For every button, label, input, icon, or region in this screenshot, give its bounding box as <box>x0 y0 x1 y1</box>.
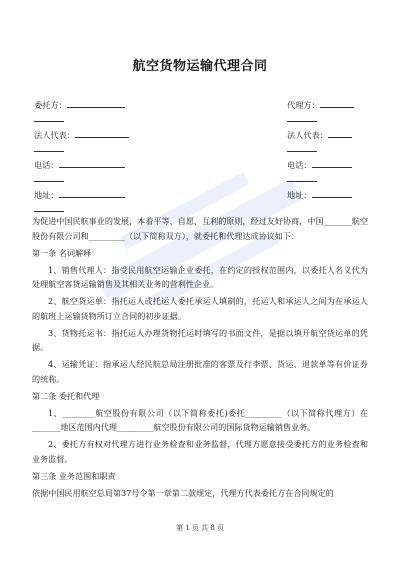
agent-legal-rep-blank <box>328 128 352 138</box>
client-field <box>34 98 125 111</box>
client-phone-field <box>34 158 125 171</box>
agent-address-blank <box>312 188 352 198</box>
article-3-heading: 第三条 业务范围和职责 <box>32 471 116 482</box>
client-phone-blank <box>59 158 125 168</box>
agent-address-field <box>287 188 352 201</box>
agent-blank <box>320 98 354 108</box>
client-phone-label: 电话： <box>34 160 59 170</box>
article-1-item-2: 2、航空货运单：指托运人或托运人委托承运人填制的，托运人和承运人之间为在承运人的航班上运输货物所订立合同的初步证据。 <box>32 296 368 321</box>
agent-legal-rep-label: 法人代表： <box>287 130 328 140</box>
agent-address-label: 地址： <box>287 190 312 200</box>
preamble-paragraph: 为促进中国民航事业的发展，本着平等、自愿、互利的原则，经过友好协商，中国_______航空股份有限公司和_________（以下简称双方），就委托和代理达成协议如下： <box>32 216 368 241</box>
client-blank-cont <box>34 112 64 125</box>
agent-phone-field <box>287 158 352 171</box>
agent-phone-blank <box>312 158 352 168</box>
agent-label: 代理方： <box>287 100 320 110</box>
client-blank <box>67 98 125 108</box>
article-1-item-4: 4、运输凭证：指承运人经民航总局注册批准的客票及行李票、货运、退款单等有价证券的统称。 <box>32 359 368 384</box>
client-address-field <box>34 188 125 201</box>
article-1-item-1: 1、销售代理人：指受民用航空运输企业委托，在约定的授权范围内，以委托人名义代为处理航空客货运输销售及其相关业务的营利性企业。 <box>32 264 368 290</box>
article-1-heading: 第一条 名词解释 <box>32 247 92 258</box>
document-title: 航空货物运输代理合同 <box>132 59 268 74</box>
article-1-item-3: 3、货物托运书：指托运人办理货物托运时填写的书面文件，是据以填开航空货运单的凭据。 <box>32 327 368 353</box>
client-phone-blank-cont <box>34 172 64 185</box>
agent-legal-rep-blank-cont <box>287 142 317 155</box>
agent-legal-rep-field <box>287 128 352 141</box>
agent-field <box>287 98 354 111</box>
article-2-item-1: 1、________航空股份有限公司（以下简称委托)委托_________（以下简称代理方）在_______地区范围内代理_________航空股份有限公司的国际货物运输销售业务。 <box>32 407 368 433</box>
client-address-label: 地址： <box>34 190 59 200</box>
agent-blank-cont <box>287 112 317 125</box>
client-label: 委托方： <box>34 100 67 110</box>
contract-body <box>32 214 368 503</box>
client-legal-rep-field <box>34 128 129 141</box>
article-2-item-2: 2、委托方有权对代理方进行业务检查和业务监督，代理方愿意接受委托方的业务检查和业务监督。 <box>32 439 368 465</box>
article-2-heading: 第二条 委托和代理 <box>32 390 100 401</box>
client-legal-rep-blank <box>75 128 129 138</box>
article-3-intro: 依据中国民用航空总局第37号令第一章第二款规定，代理方代表委托方在合同规定的 <box>32 488 334 498</box>
client-legal-rep-label: 法人代表： <box>34 130 75 140</box>
agent-phone-label: 电话： <box>287 160 312 170</box>
client-legal-rep-blank-cont <box>34 142 64 155</box>
agent-phone-blank-cont <box>287 172 317 185</box>
page-footer: 第 1 页 共 8 页 <box>175 524 225 532</box>
client-address-blank <box>59 188 125 198</box>
